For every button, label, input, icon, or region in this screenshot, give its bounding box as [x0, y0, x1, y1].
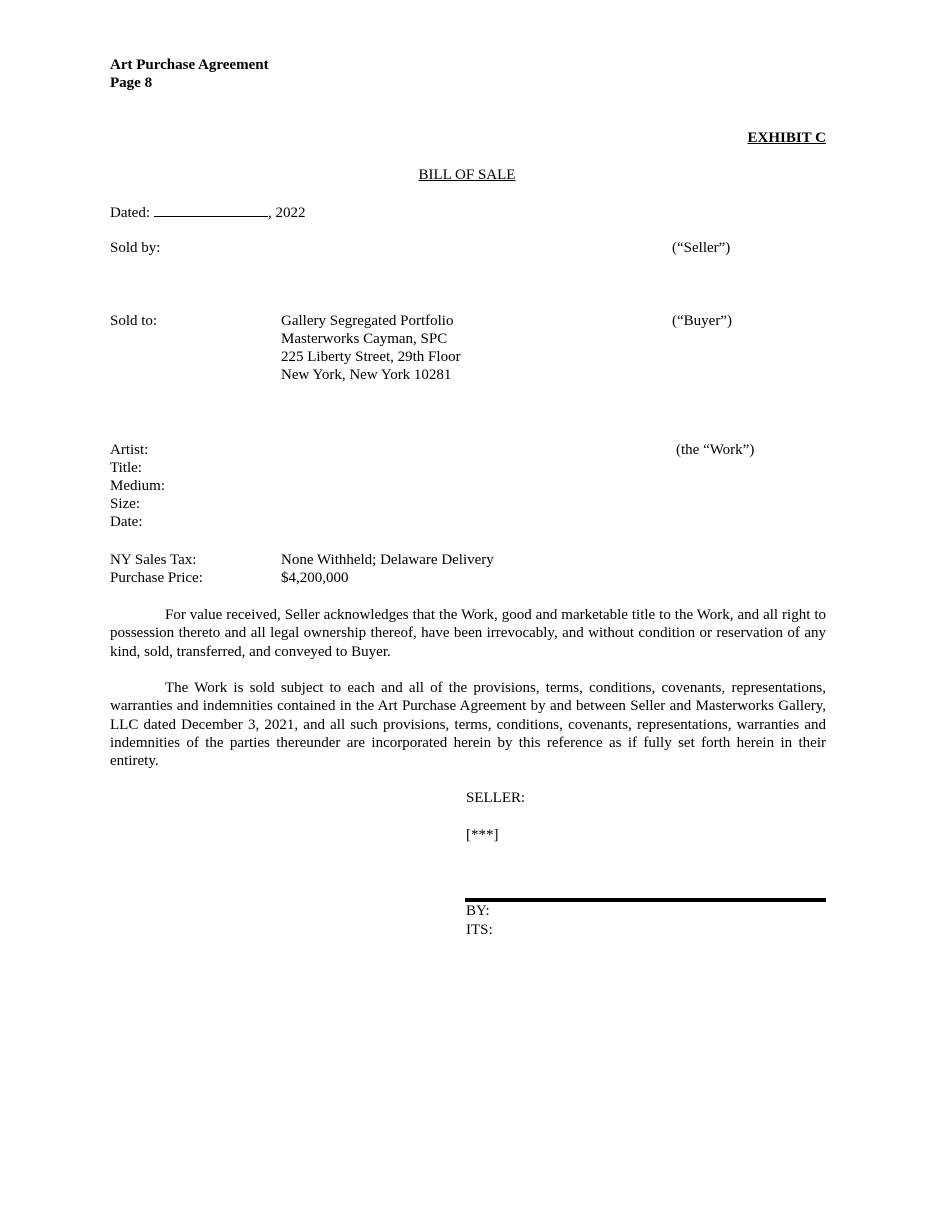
date-label: Date: — [110, 514, 143, 530]
conveyance-paragraph: For value received, Seller acknowledges that the Work, good and marketable title to the Work, and all right to possession thereto and all legal ownership thereof, have been irrevocably, and without condition or reservation of any kind, sold, transferred, and conveyed to Buyer. — [110, 607, 826, 660]
address-line: Gallery Segregated Portfolio — [281, 313, 454, 329]
buyer-role: (“Buyer”) — [672, 313, 732, 329]
dated-row — [110, 202, 305, 222]
date-blank-line — [154, 202, 268, 217]
dated-year: , 2022 — [267, 205, 306, 221]
exhibit-label: EXHIBIT C — [747, 130, 826, 146]
sold-to-label: Sold to: — [110, 313, 158, 329]
work-details — [110, 441, 165, 531]
size-label: Size: — [110, 496, 140, 512]
dated-label: Dated: — [110, 205, 150, 221]
address-line: Masterworks Cayman, SPC — [281, 331, 448, 347]
seller-role: (“Seller”) — [672, 240, 731, 256]
address-line: 225 Liberty Street, 29th Floor — [281, 349, 461, 365]
seller-signature-label: SELLER: — [466, 790, 526, 806]
document-title: Art Purchase Agreement — [110, 57, 269, 73]
signature-line — [465, 898, 826, 902]
page-number: Page 8 — [110, 75, 153, 91]
bill-of-sale-title: BILL OF SALE — [418, 167, 516, 183]
seller-name-placeholder: [***] — [466, 827, 499, 843]
work-role: (the “Work”) — [676, 442, 755, 458]
by-label: BY: — [466, 903, 490, 919]
address-line: New York, New York 10281 — [281, 367, 452, 383]
sold-by-label: Sold by: — [110, 240, 161, 256]
tax-label: NY Sales Tax: — [110, 552, 197, 568]
price-value: $4,200,000 — [281, 570, 349, 586]
artist-label: Artist: — [110, 442, 149, 458]
buyer-address — [281, 312, 461, 384]
price-label: Purchase Price: — [110, 570, 203, 586]
medium-label: Medium: — [110, 478, 165, 494]
tax-value: None Withheld; Delaware Delivery — [281, 552, 494, 568]
its-label: ITS: — [466, 922, 493, 938]
title-label: Title: — [110, 460, 142, 476]
provisions-paragraph: The Work is sold subject to each and all of the provisions, terms, conditions, covenants, representations, warranties and indemnities contained in the Art Purchase Agreement by and between Seller and Masterworks Gallery, LLC dated December 3, 2021, and all such provisions, terms, conditions, covenants, representations, warranties and indemnities of the parties thereunder are incorporated herein by this reference as if fully set forth herein in their entirety. — [110, 680, 826, 770]
